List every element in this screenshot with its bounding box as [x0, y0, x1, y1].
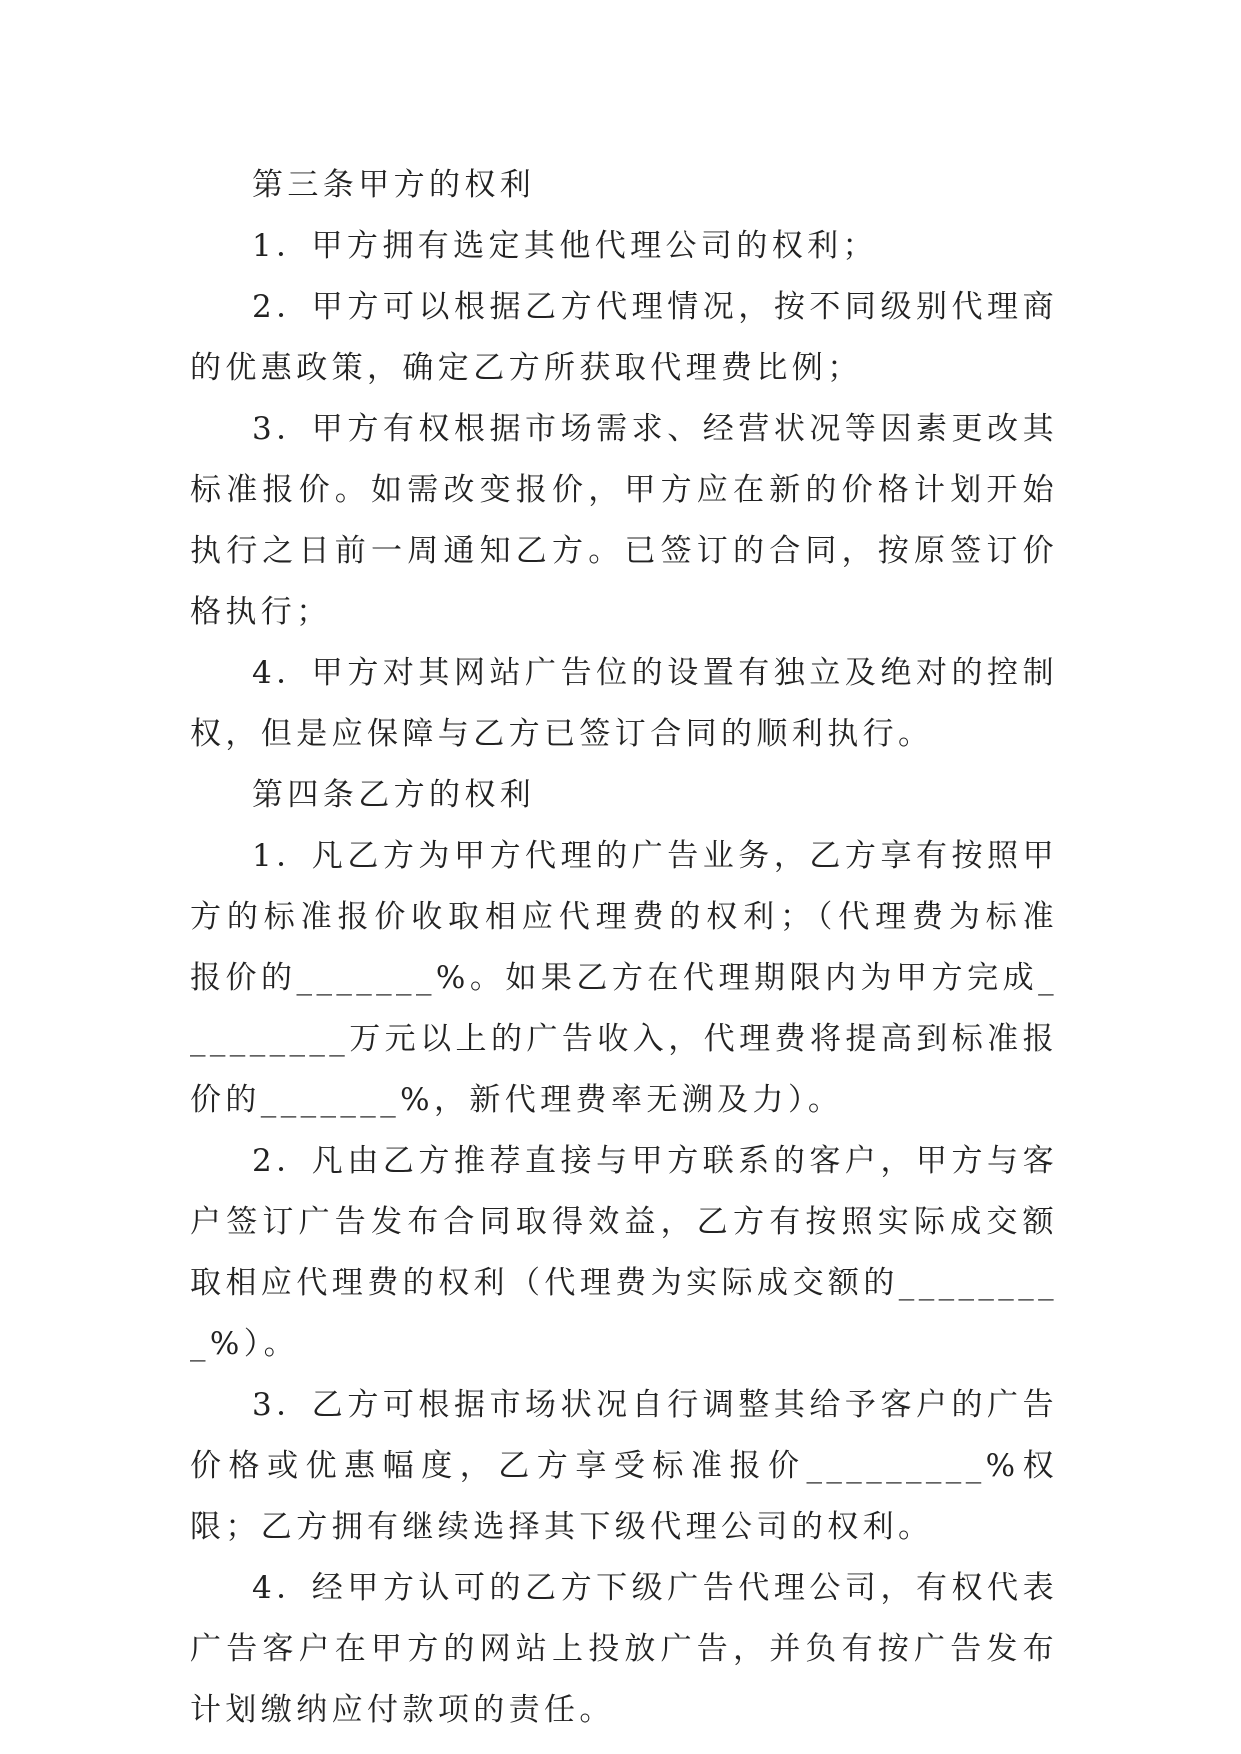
document-page [190, 155, 1058, 1741]
clause-a-1: 1．甲方拥有选定其他代理公司的权利； [252, 228, 878, 264]
clause-b-4: 4．经甲方认可的乙方下级广告代理公司，有权代表广告客户在甲方的网站上投放广告，并负有按广告发布计划缴纳应付款项的责任。 [190, 1570, 1058, 1728]
clause-a-3: 3．甲方有权根据市场需求、经营状况等因素更改其标准报价。如需改变报价，甲方应在新的价格计划开始执行之日前一周通知乙方。已签订的合同，按原签订价格执行； [190, 411, 1058, 630]
clause-b-2: 2．凡由乙方推荐直接与甲方联系的客户，甲方与客户签订广告发布合同取得效益，乙方有按照实际成交额取相应代理费的权利（代理费为实际成交额的_________%）。 [190, 1143, 1058, 1362]
clause-b-1: 1．凡乙方为甲方代理的广告业务，乙方享有按照甲方的标准报价收取相应代理费的权利；（代理费为标准报价的_______%。如果乙方在代理期限内为甲方完成_________万元以上的广告收入，代理费将提高到标准报价的_______%，新代理费率无溯及力）。 [190, 838, 1058, 1118]
section-heading-party-b-rights: 第四条乙方的权利 [252, 777, 536, 813]
clause-a-4: 4．甲方对其网站广告位的设置有独立及绝对的控制权，但是应保障与乙方已签订合同的顺利执行。 [190, 655, 1058, 752]
clause-b-3: 3．乙方可根据市场状况自行调整其给予客户的广告价格或优惠幅度，乙方享受标准报价_________%权限；乙方拥有继续选择其下级代理公司的权利。 [190, 1387, 1058, 1545]
section-heading-party-a-rights: 第三条甲方的权利 [252, 167, 536, 203]
clause-a-2: 2．甲方可以根据乙方代理情况，按不同级别代理商的优惠政策，确定乙方所获取代理费比例； [190, 289, 1058, 386]
